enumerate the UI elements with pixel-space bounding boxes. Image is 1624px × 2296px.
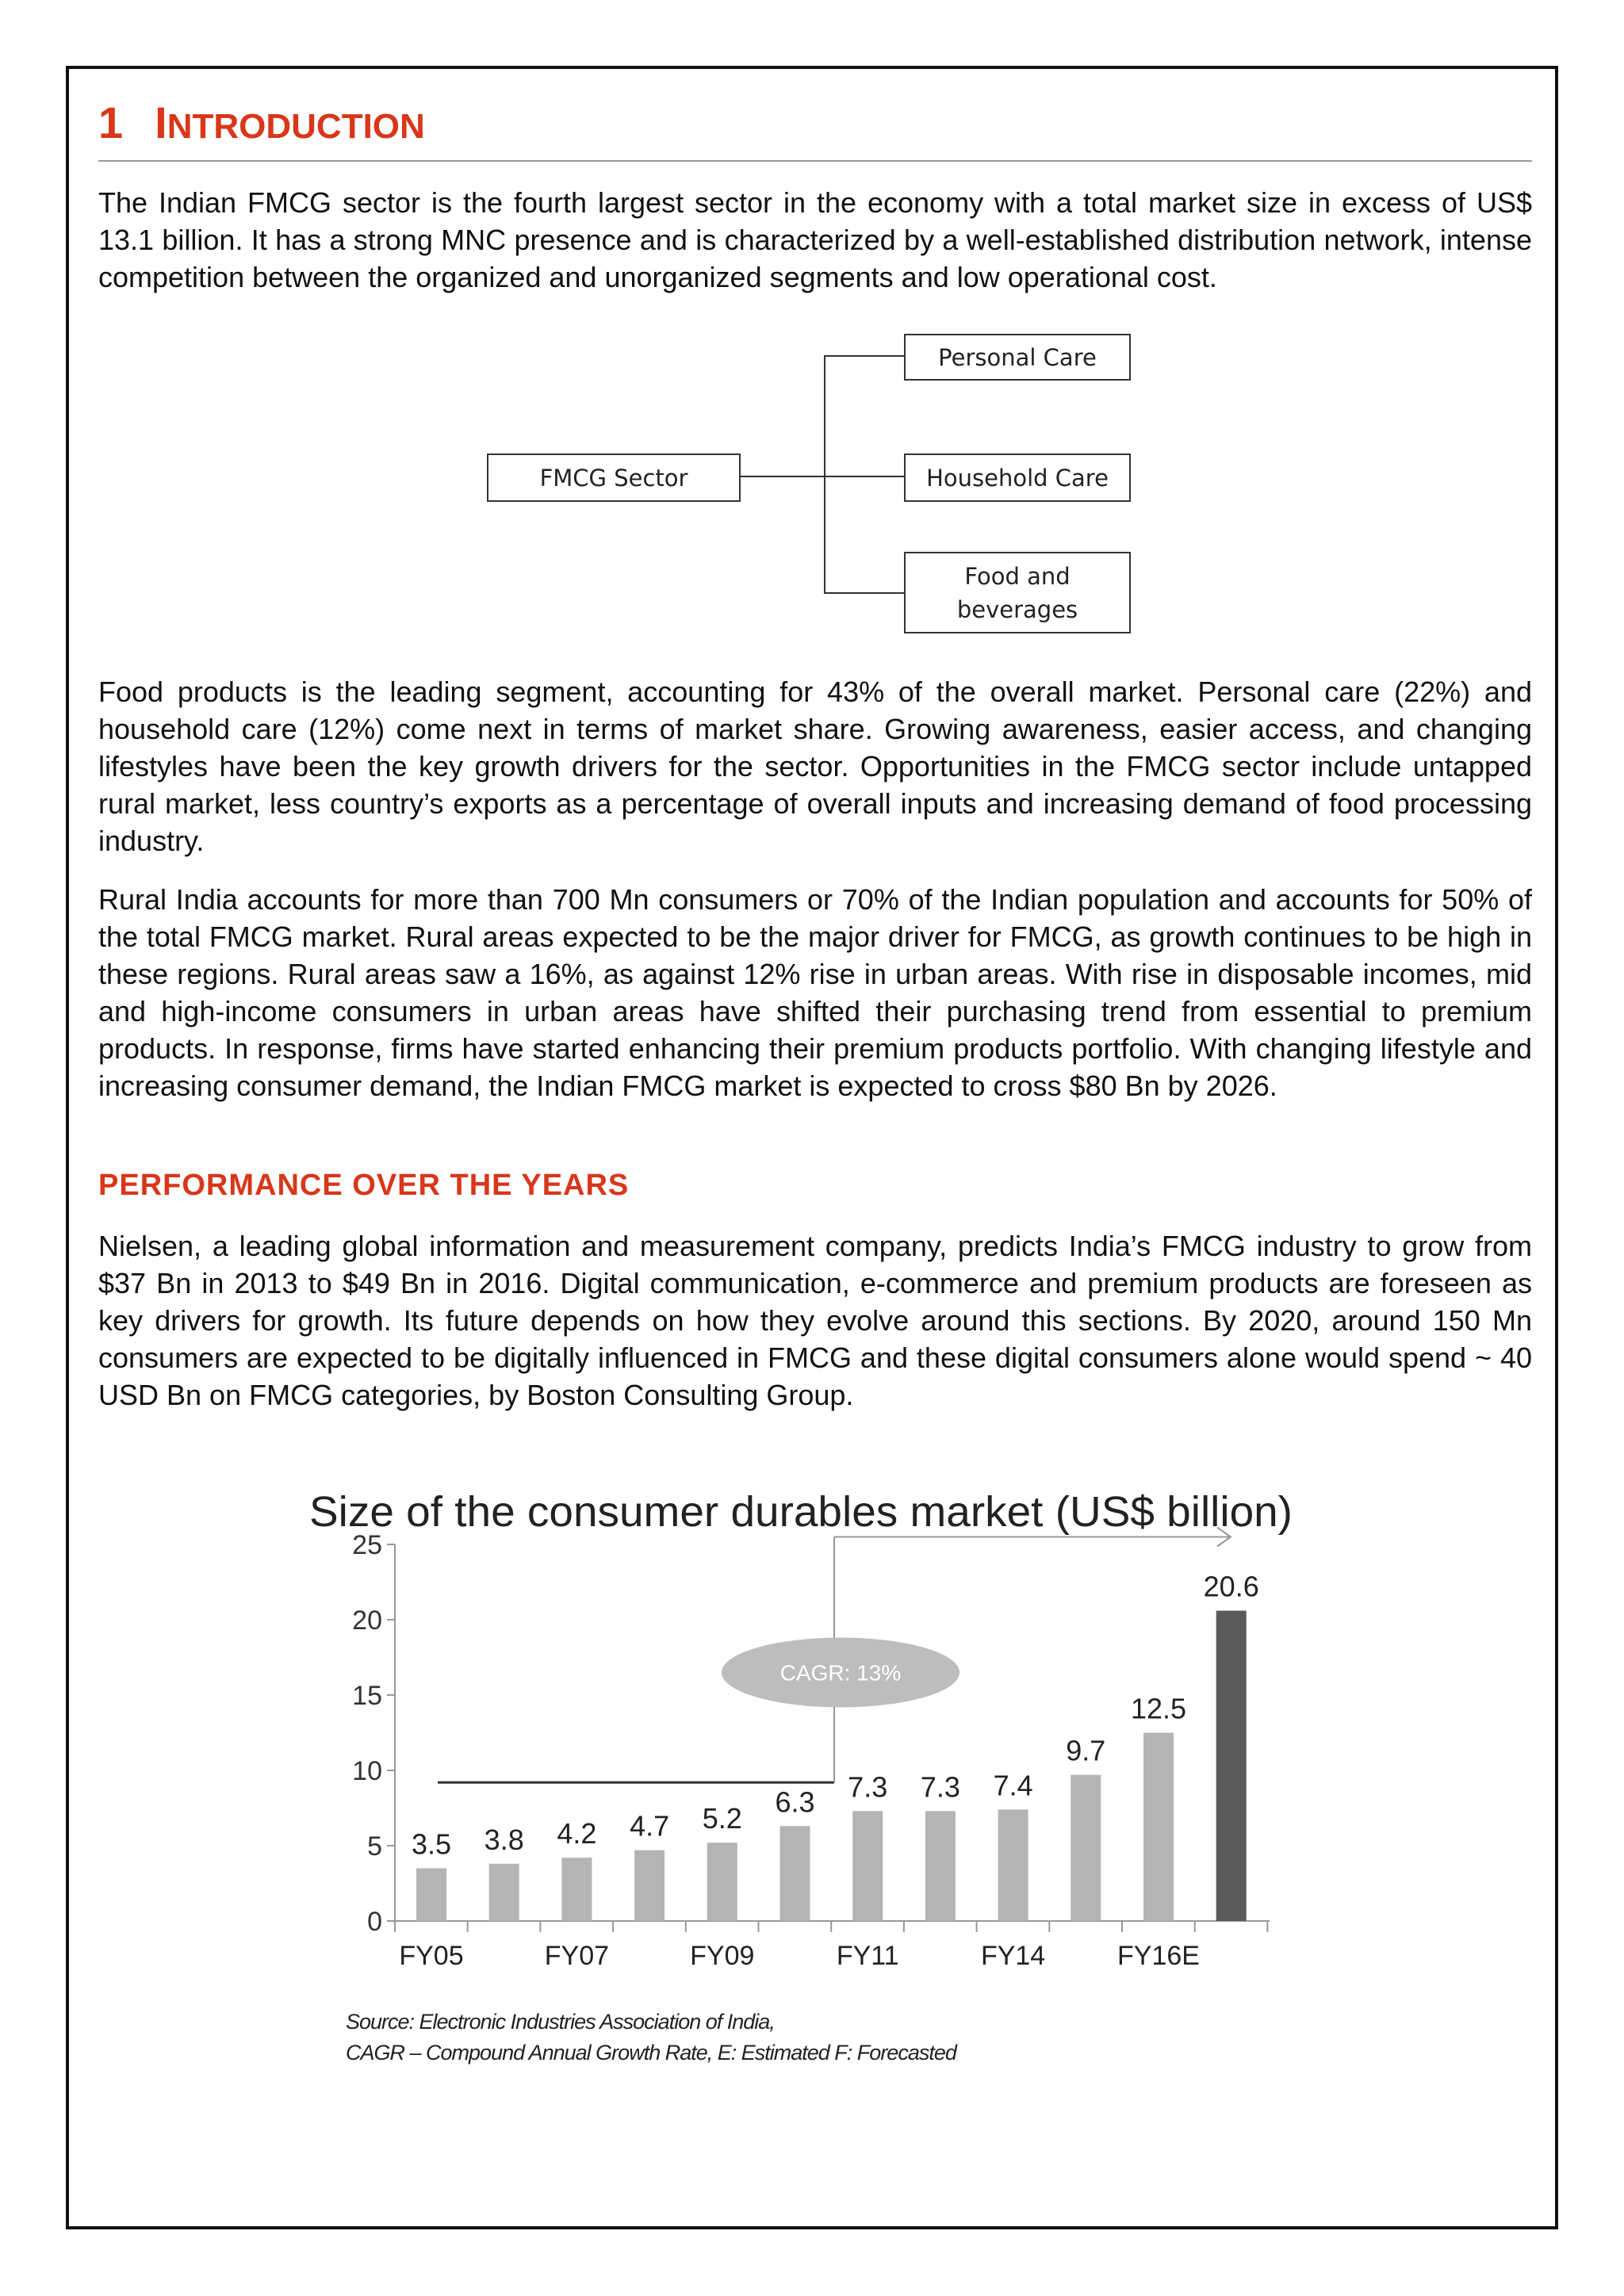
bar-FY08 [634,1850,665,1921]
heading-initial: I [155,98,167,147]
x-tick-label: FY16E [1117,1941,1200,1971]
x-tick-label: FY05 [399,1941,464,1971]
y-tick-label: 0 [367,1907,382,1937]
bar-chart [301,1443,1332,1998]
value-label: 4.2 [557,1817,597,1850]
diagram-box-personal-care: Personal Care [904,334,1131,381]
bar-FY07 [561,1858,592,1921]
bar-FY17F [1216,1611,1247,1921]
y-tick-label: 15 [352,1681,382,1711]
diagram-box-household-care: Household Care [904,453,1131,502]
cagr-label: CAGR: 13% [779,1660,902,1686]
paragraph-intro: The Indian FMCG sector is the fourth largest sector in the economy with a total market size in excess of US$ 13.1 billion. It has a strong MNC presence and is characterized by a well-established distribution network, intense competition between the organized and unorganized segments and low operational cost. [98,186,1532,293]
value-label: 7.3 [920,1770,960,1804]
subheading: PERFORMANCE OVER THE YEARS [98,1169,630,1202]
value-label: 3.8 [484,1823,524,1856]
x-tick-label: FY07 [544,1941,610,1971]
bar-FY16E [1143,1733,1174,1922]
value-label: 6.3 [775,1785,815,1819]
connector [824,355,904,357]
bar-FY06 [489,1864,519,1921]
chart-title: Size of the consumer durables market (US$ billion) [309,1488,1293,1536]
bar-FY11 [852,1811,883,1921]
bar-FY15 [1071,1775,1101,1921]
value-label: 12.5 [1130,1692,1187,1725]
value-label: 9.7 [1066,1734,1106,1767]
bar-FY10 [780,1826,810,1921]
bar-FY14 [998,1809,1028,1921]
section-heading [98,97,425,148]
y-tick-label: 25 [352,1530,382,1560]
x-tick-label: FY09 [690,1941,755,1971]
connector [824,355,825,593]
value-label: 7.3 [848,1770,888,1804]
value-label: 4.7 [630,1809,670,1843]
connector [824,592,904,594]
diagram-box-food-beverages: Food and beverages [904,552,1131,633]
y-tick-label: 20 [352,1605,382,1636]
paragraph-performance: Nielsen, a leading global information and measurement company, predicts India’s FMCG industry to grow from $37 Bn in 2013 to $49 Bn in 2016. Digital communication, e-commerce and premium products are foreseen as key drivers for growth. Its future depends on how they evolve around this sections. By 2020, around 150 Mn consumers are expected to be digitally influenced in FMCG and these digital consumers alone would spend ~ 40 USD Bn on FMCG categories, by Boston Consulting Group. [98,1230,1532,1411]
section-number: 1 [98,98,124,147]
paragraph-rural: Rural India accounts for more than 700 Mn consumers or 70% of the Indian population and accounts for 50% of the total FMCG market. Rural areas expected to be the major driver for FMCG, as growth continues to be high in these regions. Rural areas saw a 16%, as against 12% rise in urban areas. With rise in disposable incomes, mid and high-income consumers in urban areas have shifted their purchasing trend from essential to premium products. In response, firms have started enhancing their premium products portfolio. With changing lifestyle and increasing consumer demand, the Indian FMCG market is expected to cross $80 Bn by 2026. [98,883,1532,1102]
connector [739,476,904,477]
value-label: 3.5 [411,1827,452,1861]
diagram-root-box: FMCG Sector [487,453,741,502]
paragraph-segments: Food products is the leading segment, accounting for 43% of the overall market. Personal care (22%) and household care (12%) come next in terms of market share. Growing awareness, easier access, and changing lifestyles have been the key growth drivers for the sector. Opportunities in the FMCG sector include untapped rural market, less country’s exports as a percentage of overall inputs and increasing demand of food processing industry. [98,675,1532,857]
x-tick-label: FY14 [980,1941,1046,1971]
value-label: 5.2 [702,1802,742,1835]
heading-rest: NTRODUCTION [167,107,425,146]
heading-rule [98,160,1532,162]
bar-FY05 [416,1869,446,1922]
value-label: 20.6 [1203,1570,1259,1603]
chart-source: Source: Electronic Industries Association of India, [346,2010,775,2034]
y-tick-label: 5 [367,1831,382,1862]
bar-FY09 [707,1843,737,1921]
y-tick-label: 10 [352,1756,382,1786]
bar-FY12 [925,1811,956,1921]
value-label: 7.4 [993,1769,1033,1802]
chart-note: CAGR – Compound Annual Growth Rate, E: Estimated F: Forecasted [346,2041,956,2064]
x-tick-label: FY11 [836,1941,899,1971]
